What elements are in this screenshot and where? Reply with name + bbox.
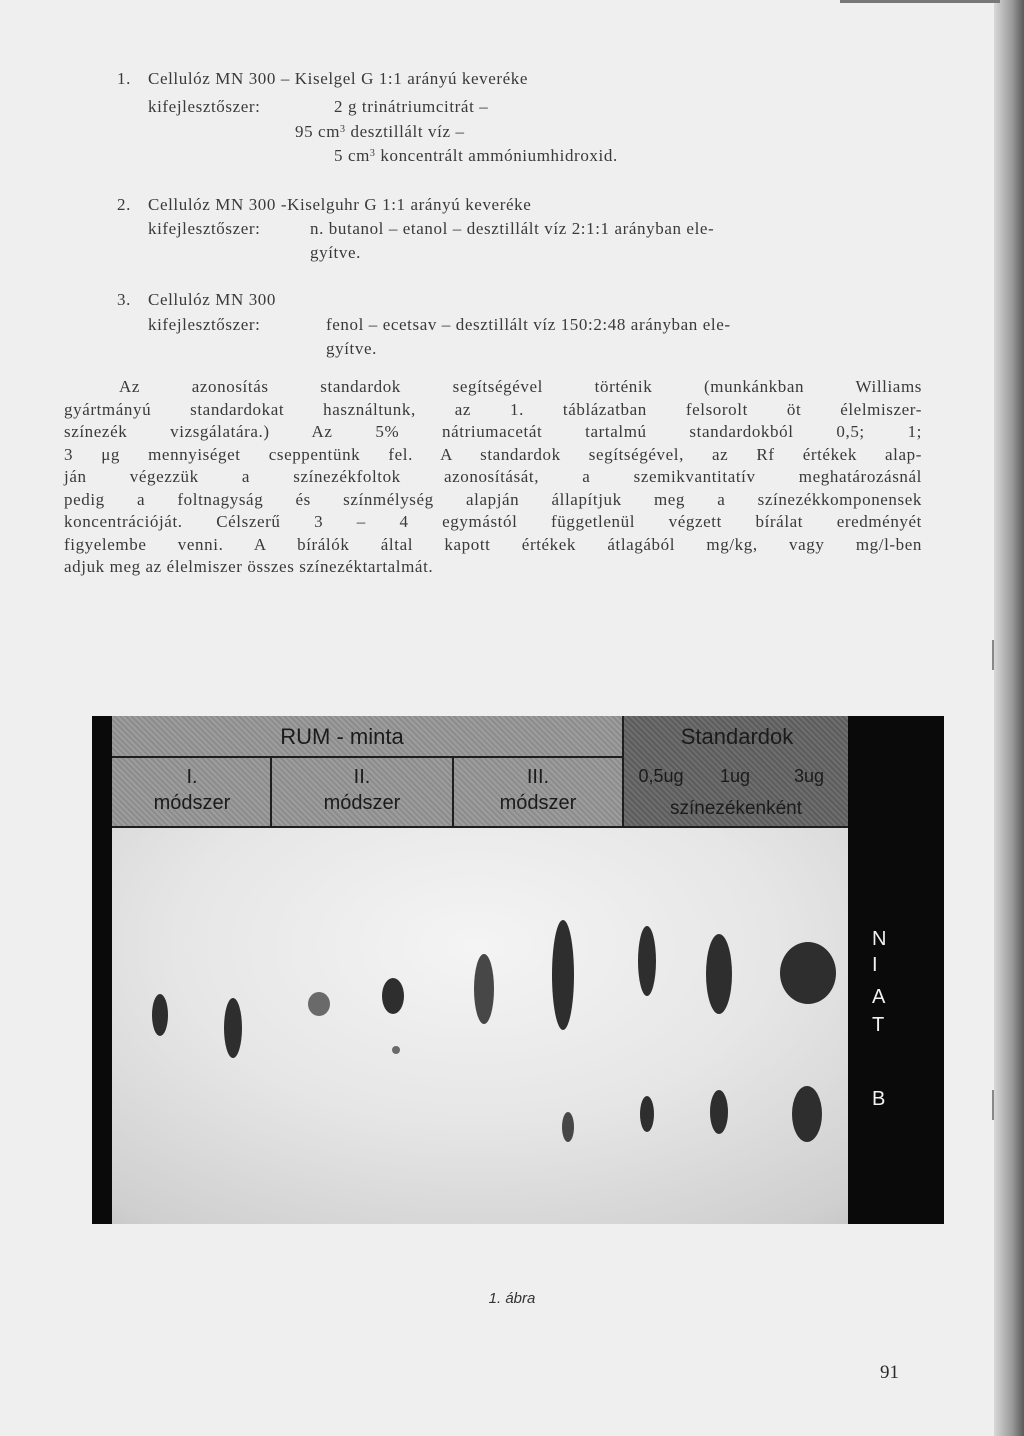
per-dye-label: színezékenként	[669, 798, 803, 819]
item-1-title: Cellulóz MN 300 – Kiselgel G 1:1 arányú keveréke	[148, 69, 529, 88]
page-edge-shadow	[994, 0, 1024, 1436]
paragraph-line: Az azonosítás standardok segítségével történik (munkánkban Williams	[119, 377, 922, 396]
header-rule	[92, 826, 848, 828]
spot	[640, 1096, 654, 1132]
spot	[706, 934, 732, 1014]
spot	[552, 920, 574, 1030]
item-2-solvent-text-cont: gyítve.	[310, 243, 361, 262]
amount-1: 0,5ug	[638, 766, 684, 786]
paragraph-line: ján végezzük a színezékfoltok azonosítását, a szemikvantitatív meghatározásnál	[64, 467, 922, 486]
body-paragraph	[64, 376, 922, 579]
header-rule	[92, 756, 622, 758]
item-3-solvent-text: fenol – ecetsav – desztillált víz 150:2:48 arányban ele-	[326, 315, 731, 334]
item-3-solvent-label: kifejlesztőszer:	[148, 315, 261, 334]
margin-mark	[992, 1090, 994, 1120]
photo-border-left	[92, 716, 112, 1224]
method-3-label: módszer	[499, 792, 577, 814]
spot	[562, 1112, 574, 1142]
spot	[224, 998, 242, 1058]
spot	[792, 1086, 822, 1142]
margin-mark	[992, 640, 994, 670]
paragraph-line: adjuk meg az élelmiszer összes színezéktartalmát.	[64, 557, 434, 576]
standards-header: Standardok	[680, 724, 794, 749]
sample-header: RUM - minta	[280, 724, 404, 749]
paragraph-line: figyelembe venni. A bírálók által kapott értékek átlagából mg/kg, vagy mg/l-ben	[64, 534, 922, 554]
item-2-title: Cellulóz MN 300 -Kiselguhr G 1:1 arányú keveréke	[148, 195, 532, 214]
method-1-num: I.	[186, 766, 198, 788]
paragraph-line: gyártmányú standardokat használtunk, az 1. táblázatban felsorolt öt élelmiszer-	[64, 399, 922, 419]
method-2-num: II.	[353, 766, 371, 788]
spot	[780, 942, 836, 1004]
top-rule	[840, 0, 1000, 3]
item-2-solvent-text: n. butanol – etanol – desztillált víz 2:1:1 arányban ele-	[310, 219, 715, 238]
item-1-solvent-line-1: 2 g trinátriumcitrát –	[334, 97, 489, 116]
item-2-number: 2.	[117, 195, 131, 214]
marker-b: B	[872, 1088, 886, 1110]
photo-border-right	[848, 716, 944, 1224]
item-1-solvent-line-3: 5 $cm^3$ koncentrált ammóniumhidroxid.	[334, 146, 618, 165]
spot	[474, 954, 494, 1024]
chromatogram-photo	[92, 716, 944, 1224]
item-3-title: Cellulóz MN 300	[148, 290, 276, 309]
item-1-number: 1.	[117, 69, 131, 88]
spot	[638, 926, 656, 996]
marker-a: A	[872, 986, 886, 1008]
marker-n: N	[872, 928, 887, 950]
spot	[392, 1046, 400, 1054]
marker-t: T	[872, 1014, 885, 1036]
spot	[152, 994, 168, 1036]
method-3-num: III.	[526, 766, 550, 788]
item-2-solvent-label: kifejlesztőszer:	[148, 219, 261, 238]
item-3-solvent-text-cont: gyítve.	[326, 339, 377, 358]
tlc-plate	[92, 826, 944, 1224]
item-1-solvent-label: kifejlesztőszer:	[148, 97, 261, 116]
figure-caption: 1. ábra	[488, 1290, 536, 1307]
method-2-label: módszer	[323, 792, 401, 814]
paragraph-line: 3 μg mennyiséget cseppentünk fel. A standardok segítségével, az Rf értékek alap-	[64, 444, 922, 464]
spot	[710, 1090, 728, 1134]
spot	[382, 978, 404, 1014]
paragraph-line: pedig a foltnagyság és színmélység alapján állapítjuk meg a színezékkomponensek	[64, 489, 922, 509]
method-1-label: módszer	[153, 792, 231, 814]
spot	[308, 992, 330, 1016]
paragraph-line: színezék vizsgálatára.) Az 5% nátriumacetát tartalmú standardokból 0,5; 1;	[64, 422, 922, 441]
item-1-solvent-line-2: 95 $cm^3$ desztillált víz –	[295, 122, 465, 141]
item-3-number: 3.	[117, 290, 131, 309]
marker-i: I	[872, 954, 878, 976]
page-number: 91	[880, 1362, 899, 1383]
amount-3: 3ug	[793, 766, 825, 786]
paragraph-line: koncentrációját. Célszerű 3 – 4 egymástól függetlenül végzett bírálat eredményét	[64, 512, 922, 531]
amount-2: 1ug	[719, 766, 751, 786]
